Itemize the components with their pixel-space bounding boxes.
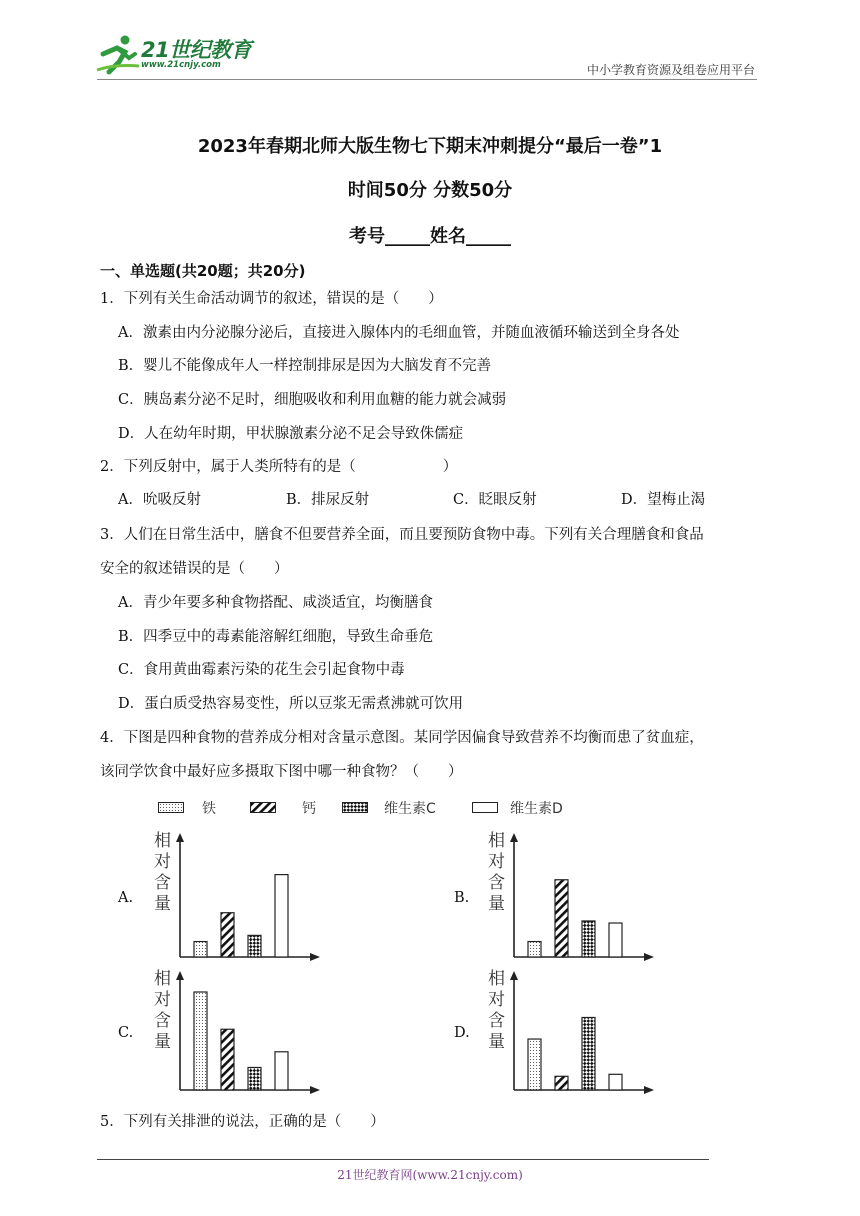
question-2-options — [118, 488, 738, 510]
bar-c-vitamin-d — [275, 1052, 288, 1090]
y-axis-label-char: 含 — [488, 1011, 505, 1031]
bar-a-iron — [194, 942, 207, 957]
bar-b-calcium — [555, 880, 568, 957]
question-3-stem-line2: 安全的叙述错误的是（ ） — [100, 561, 289, 577]
y-axis-arrow — [510, 971, 518, 980]
bar-d-iron — [528, 1039, 541, 1090]
question-4-stem-line1: 4．下图是四种食物的营养成分相对含量示意图。某同学因偏食导致营养不均衡而患了贫血症， — [100, 730, 704, 746]
question-3-option-b: B．四季豆中的毒素能溶解红细胞，导致生命垂危 — [118, 629, 434, 645]
x-axis-arrow — [644, 1086, 654, 1094]
legend-label-calcium: 钙 — [302, 801, 316, 817]
y-axis-label-char: 对 — [154, 990, 171, 1010]
exam-time-score: 时间50分 分数50分 — [347, 180, 513, 201]
site-logo[interactable] — [95, 32, 265, 78]
question-2-option-b: B．排尿反射 — [286, 492, 370, 508]
y-axis-label-char: 相 — [488, 831, 505, 851]
question-1-option-d: D．人在幼年时期，甲状腺激素分泌不足会导致侏儒症 — [118, 426, 464, 442]
chart-d-label: D. — [454, 1025, 470, 1041]
exam-id-name: 考号_____姓名_____ — [349, 226, 511, 247]
bar-a-vitamin-d — [275, 875, 288, 957]
chart-c — [150, 968, 330, 1098]
y-axis-label-char: 对 — [488, 852, 505, 872]
question-3-option-c: C．食用黄曲霉素污染的花生会引起食物中毒 — [118, 662, 405, 678]
question-2-stem: 2．下列反射中，属于人类所特有的是（ ） — [100, 459, 458, 475]
y-axis-label-char: 对 — [488, 990, 505, 1010]
question-5-stem: 5．下列有关排泄的说法，正确的是（ ） — [100, 1114, 385, 1130]
question-3-option-d: D．蛋白质受热容易变性，所以豆浆无需煮沸就可饮用 — [118, 696, 464, 712]
section-heading: 一、单选题(共20题；共20分) — [100, 262, 306, 280]
bar-d-vitamin-d — [609, 1074, 622, 1090]
x-axis-arrow — [310, 953, 320, 961]
question-3-stem-line1: 3．人们在日常生活中，膳食不但要营养全面，而且要预防食物中毒。下列有关合理膳食和食品 — [100, 527, 704, 543]
header-divider — [97, 79, 757, 80]
y-axis-arrow — [176, 833, 184, 842]
question-3-option-a: A．青少年要多种食物搭配、咸淡适宜，均衡膳食 — [118, 595, 433, 611]
header-platform-text: 中小学教育资源及组卷应用平台 — [586, 63, 755, 77]
chart-b-label: B. — [454, 890, 470, 906]
legend-swatch-vitamin-d — [472, 802, 498, 813]
bar-c-vitamin-c — [248, 1067, 261, 1090]
legend-label-iron: 铁 — [202, 801, 216, 817]
chart-c-label: C. — [118, 1025, 134, 1041]
y-axis-label-char: 含 — [154, 873, 171, 893]
y-axis-label-char: 相 — [488, 969, 505, 989]
question-1-option-a: A．激素由内分泌腺分泌后，直接进入腺体内的毛细血管，并随血液循环输送到全身各处 — [118, 325, 680, 341]
legend-swatch-calcium — [250, 802, 276, 813]
y-axis-label-char: 量 — [154, 894, 171, 914]
y-axis-label-char: 含 — [154, 1011, 171, 1031]
footer-text: 21世纪教育网(www.21cnjy.com) — [337, 1168, 523, 1182]
y-axis-label-char: 对 — [154, 852, 171, 872]
x-axis-arrow — [310, 1086, 320, 1094]
legend-label-vitamin-c: 维生素C — [384, 801, 436, 817]
footer-divider — [97, 1159, 709, 1160]
question-1-option-c: C．胰岛素分泌不足时，细胞吸收和利用血糖的能力就会减弱 — [118, 392, 507, 408]
y-axis-arrow — [510, 833, 518, 842]
bar-b-vitamin-c — [582, 921, 595, 957]
chart-a — [150, 830, 330, 965]
chart-a-label: A. — [118, 890, 134, 906]
legend-swatch-vitamin-c — [342, 802, 368, 813]
y-axis-arrow — [176, 971, 184, 980]
bar-a-calcium — [221, 913, 234, 957]
bar-d-vitamin-c — [582, 1017, 595, 1090]
logo-url: www.21cnjy.com — [141, 60, 221, 70]
chart-b — [484, 830, 664, 965]
exam-title: 2023年春期北师大版生物七下期末冲刺提分“最后一卷”1 — [197, 136, 663, 157]
question-2-option-d: D．望梅止渴 — [621, 492, 706, 508]
y-axis-label-char: 相 — [154, 969, 171, 989]
x-axis-arrow — [644, 953, 654, 961]
chart-d — [484, 968, 664, 1098]
y-axis-label-char: 相 — [154, 831, 171, 851]
bar-b-iron — [528, 942, 541, 957]
question-4-stem-line2: 该同学饮食中最好应多摄取下图中哪一种食物？（ ） — [100, 764, 463, 780]
y-axis-label-char: 量 — [154, 1032, 171, 1052]
logo-text: 21世纪教育 — [141, 38, 252, 62]
bar-a-vitamin-c — [248, 935, 261, 957]
bar-b-vitamin-d — [609, 923, 622, 957]
y-axis-label-char: 量 — [488, 894, 505, 914]
legend-swatch-iron — [158, 802, 184, 813]
bar-d-calcium — [555, 1076, 568, 1090]
y-axis-label-char: 含 — [488, 873, 505, 893]
legend-label-vitamin-d: 维生素D — [510, 801, 563, 817]
question-2-option-c: C．眨眼反射 — [453, 492, 537, 508]
bar-c-iron — [194, 992, 207, 1090]
y-axis-label-char: 量 — [488, 1032, 505, 1052]
question-2-option-a: A．吮吸反射 — [118, 492, 201, 508]
runner-logo-icon — [95, 32, 141, 78]
question-1-option-b: B．婴儿不能像成年人一样控制排尿是因为大脑发育不完善 — [118, 358, 492, 374]
question-1-stem: 1．下列有关生命活动调节的叙述，错误的是（ ） — [100, 291, 443, 307]
bar-c-calcium — [221, 1029, 234, 1090]
